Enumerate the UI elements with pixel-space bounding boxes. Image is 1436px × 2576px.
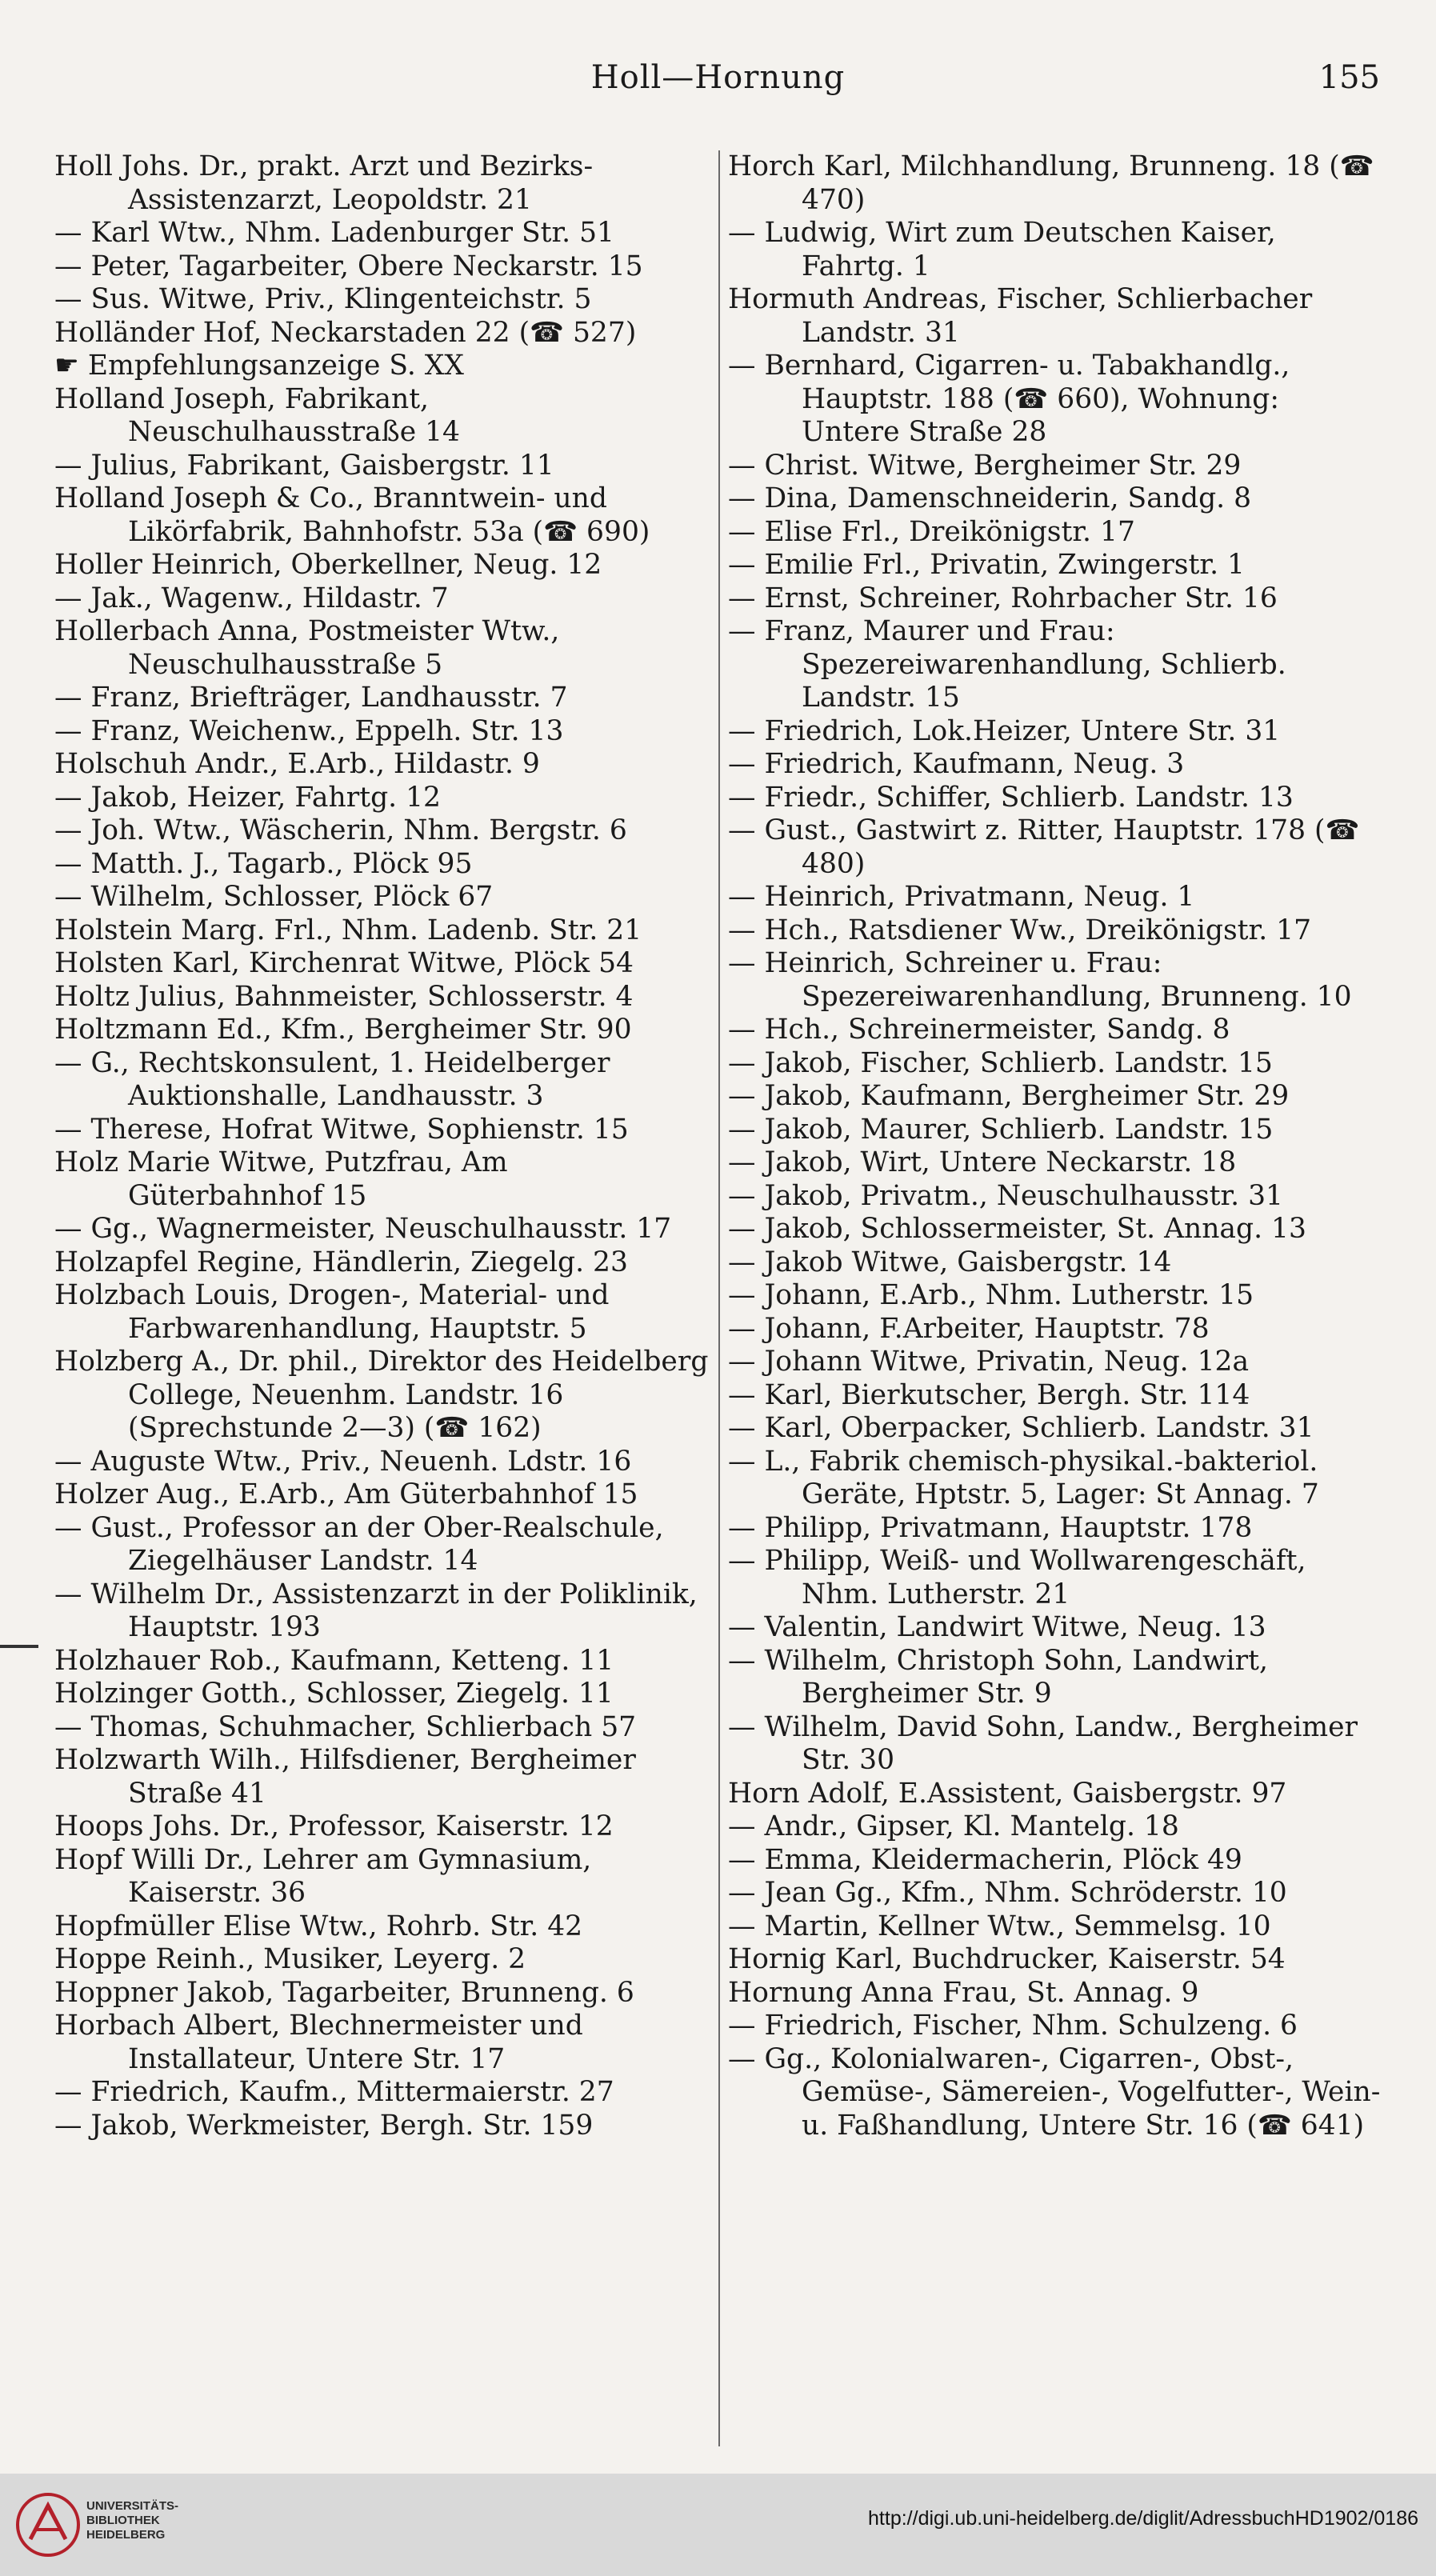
directory-entry: — Ludwig, Wirt zum Deutschen Kaiser, Fahrtg. 1 (728, 217, 1276, 282)
directory-entry: Hornung Anna Frau, St. Annag. 9 (728, 1976, 1199, 2009)
directory-entry: Holtzmann Ed., Kfm., Bergheimer Str. 90 (54, 1014, 632, 1046)
directory-entry: — Karl, Oberpacker, Schlierb. Landstr. 31 (728, 1412, 1314, 1444)
page-number: 155 (1318, 59, 1380, 96)
directory-entry: — Sus. Witwe, Priv., Klingenteichstr. 5 (54, 283, 592, 315)
directory-entry: — Gust., Gastwirt z. Ritter, Hauptstr. 178 (☎ 480) (728, 814, 1360, 880)
directory-entry: Holler Heinrich, Oberkellner, Neug. 12 (54, 549, 602, 581)
directory-entry: Holschuh Andr., E.Arb., Hildastr. 9 (54, 748, 540, 780)
directory-entry: — Friedrich, Kaufmann, Neug. 3 (728, 748, 1185, 780)
directory-entry: — Philipp, Weiß- und Wollwarengeschäft, Nhm. Lutherstr. 21 (728, 1545, 1306, 1610)
directory-entry: — Johann, E.Arb., Nhm. Lutherstr. 15 (728, 1279, 1254, 1311)
directory-entry: — Valentin, Landwirt Witwe, Neug. 13 (728, 1611, 1266, 1643)
margin-mark (0, 1645, 38, 1648)
directory-entry: — Jakob, Schlossermeister, St. Annag. 13 (728, 1213, 1306, 1245)
directory-entry: Holsten Karl, Kirchenrat Witwe, Plöck 54 (54, 947, 634, 979)
directory-entry: Hopfmüller Elise Wtw., Rohrb. Str. 42 (54, 1910, 583, 1942)
directory-entry: — Christ. Witwe, Bergheimer Str. 29 (728, 449, 1242, 482)
directory-entry: — Therese, Hofrat Witwe, Sophienstr. 15 (54, 1113, 629, 1146)
directory-entry: — Gg., Wagnermeister, Neuschulhausstr. 17 (54, 1213, 672, 1245)
footer-bar (0, 2474, 1436, 2576)
directory-entry: — Martin, Kellner Wtw., Semmelsg. 10 (728, 1910, 1271, 1942)
directory-entry: Holl Johs. Dr., prakt. Arzt und Bezirks-Assistenzarzt, Leopoldstr. 21 (54, 150, 594, 216)
directory-entry: — Auguste Wtw., Priv., Neuenh. Ldstr. 16 (54, 1445, 632, 1478)
directory-entry: — Wilhelm Dr., Assistenzarzt in der Poliklinik, Hauptstr. 193 (54, 1578, 698, 1643)
directory-entry: — Hch., Ratsdiener Ww., Dreikönigstr. 17 (728, 914, 1312, 946)
directory-entry: Holzapfel Regine, Händlerin, Ziegelg. 23 (54, 1246, 628, 1278)
directory-entry: Holtz Julius, Bahnmeister, Schlosserstr. 4 (54, 980, 634, 1013)
directory-entry: — Elise Frl., Dreikönigstr. 17 (728, 515, 1135, 548)
directory-entry: — Jak., Wagenw., Hildastr. 7 (54, 582, 449, 614)
running-title: Holl—Hornung (590, 59, 846, 96)
directory-entry: — Karl Wtw., Nhm. Ladenburger Str. 51 (54, 217, 615, 249)
directory-entry: Holstein Marg. Frl., Nhm. Ladenb. Str. 21 (54, 914, 642, 946)
directory-entry: — Dina, Damenschneiderin, Sandg. 8 (728, 482, 1252, 514)
directory-entry: — Thomas, Schuhmacher, Schlierbach 57 (54, 1710, 637, 1743)
directory-entry: — Wilhelm, David Sohn, Landw., Bergheimer Str. 30 (728, 1710, 1358, 1776)
directory-entry: — Jakob, Kaufmann, Bergheimer Str. 29 (728, 1080, 1290, 1112)
left-column (54, 150, 709, 2502)
directory-entry: — L., Fabrik chemisch-physikal.-bakteriol. Geräte, Hptstr. 5, Lager: St Annag. 7 (728, 1445, 1319, 1510)
directory-entry: — Wilhelm, Schlosser, Plöck 67 (54, 881, 494, 913)
directory-entry: — Franz, Maurer und Frau: Spezereiwarenhandlung, Schlierb. Landstr. 15 (728, 615, 1286, 714)
page-header (56, 50, 1380, 114)
directory-entry: — Johann, F.Arbeiter, Hauptstr. 78 (728, 1312, 1210, 1345)
directory-entry: — Gust., Professor an der Ober-Realschule, Ziegelhäuser Landstr. 14 (54, 1511, 664, 1577)
library-name-line: BIBLIOTHEK (86, 2514, 160, 2527)
directory-entry: — Friedrich, Kaufm., Mittermaierstr. 27 (54, 2076, 614, 2108)
directory-entry: Holland Joseph & Co., Branntwein- und Likörfabrik, Bahnhofstr. 53a (☎ 690) (54, 482, 650, 548)
directory-entry: Holzhauer Rob., Kaufmann, Ketteng. 11 (54, 1644, 614, 1677)
directory-entry: — Franz, Briefträger, Landhausstr. 7 (54, 682, 568, 714)
directory-entry: — Jakob, Werkmeister, Bergh. Str. 159 (54, 2109, 594, 2142)
directory-entry: — Peter, Tagarbeiter, Obere Neckarstr. 15 (54, 250, 643, 282)
directory-entry: — Karl, Bierkutscher, Bergh. Str. 114 (728, 1378, 1250, 1411)
library-name-line: HEIDELBERG (86, 2528, 166, 2542)
directory-entry: Hollerbach Anna, Postmeister Wtw., Neuschulhausstraße 5 (54, 615, 560, 681)
directory-entry: — Jakob, Wirt, Untere Neckarstr. 18 (728, 1146, 1237, 1178)
directory-entry: — Gg., Kolonialwaren-, Cigarren-, Obst-, Gemüse-, Sämereien-, Vogelfutter-, Wein- u. Faßhandlung, Untere Str. 16 (☎ 641) (728, 2042, 1381, 2142)
directory-entry: — Wilhelm, Christoph Sohn, Landwirt, Bergheimer Str. 9 (728, 1644, 1268, 1710)
directory-entry: Holz Marie Witwe, Putzfrau, Am Güterbahnhof 15 (54, 1146, 508, 1212)
directory-entry: — Friedrich, Fischer, Nhm. Schulzeng. 6 (728, 2010, 1298, 2042)
directory-entry: Holzbach Louis, Drogen-, Material- und Farbwarenhandlung, Hauptstr. 5 (54, 1279, 610, 1345)
directory-entry: Holzwarth Wilh., Hilfsdiener, Bergheimer Straße 41 (54, 1744, 636, 1810)
directory-entry: Hornig Karl, Buchdrucker, Kaiserstr. 54 (728, 1943, 1286, 1975)
directory-entry: — Heinrich, Privatmann, Neug. 1 (728, 881, 1195, 913)
directory-entry: — Jakob, Fischer, Schlierb. Landstr. 15 (728, 1046, 1273, 1079)
directory-entry: — Philipp, Privatmann, Hauptstr. 178 (728, 1511, 1253, 1544)
directory-entry: — Jakob, Heizer, Fahrtg. 12 (54, 781, 441, 814)
directory-entry: — Franz, Weichenw., Eppelh. Str. 13 (54, 714, 564, 747)
directory-entry: Hoppe Reinh., Musiker, Leyerg. 2 (54, 1943, 526, 1975)
column-divider (718, 150, 720, 2446)
directory-columns (54, 150, 1382, 2502)
directory-entry: — Matth. J., Tagarb., Plöck 95 (54, 847, 473, 880)
directory-entry: — Hch., Schreinermeister, Sandg. 8 (728, 1014, 1230, 1046)
source-url-link[interactable]: http://digi.ub.uni-heidelberg.de/diglit/AdressbuchHD1902/0186 (868, 2507, 1418, 2530)
right-column (728, 150, 1382, 2502)
directory-entry: ☛ Empfehlungsanzeige S. XX (54, 350, 464, 382)
university-library-logo-icon (14, 2491, 82, 2558)
directory-entry: Holländer Hof, Neckarstaden 22 (☎ 527) (54, 316, 637, 349)
directory-entry: — Emilie Frl., Privatin, Zwingerstr. 1 (728, 549, 1245, 581)
directory-entry: — Friedrich, Lok.Heizer, Untere Str. 31 (728, 714, 1281, 747)
directory-entry: Hormuth Andreas, Fischer, Schlierbacher Landstr. 31 (728, 283, 1313, 349)
directory-entry: — Emma, Kleidermacherin, Plöck 49 (728, 1843, 1242, 1876)
directory-entry: — Jakob Witwe, Gaisbergstr. 14 (728, 1246, 1172, 1278)
library-name (86, 2499, 246, 2542)
directory-entry: Horch Karl, Milchhandlung, Brunneng. 18 (☎ 470) (728, 150, 1374, 216)
directory-entry: — G., Rechtskonsulent, 1. Heidelberger Auktionshalle, Landhausstr. 3 (54, 1046, 610, 1112)
directory-entry: — Heinrich, Schreiner u. Frau: Spezereiwarenhandlung, Brunneng. 10 (728, 947, 1352, 1013)
library-name-line: UNIVERSITÄTS- (86, 2499, 179, 2513)
directory-entry: — Andr., Gipser, Kl. Mantelg. 18 (728, 1810, 1179, 1842)
directory-entry: Holzinger Gotth., Schlosser, Ziegelg. 11 (54, 1678, 614, 1710)
directory-entry: Holzberg A., Dr. phil., Direktor des Heidelberg College, Neuenhm. Landstr. 16 (Sprechstunde 2—3) (☎ 162) (54, 1346, 709, 1444)
directory-entry: — Johann Witwe, Privatin, Neug. 12a (728, 1346, 1250, 1378)
directory-entry: — Bernhard, Cigarren- u. Tabakhandlg., Hauptstr. 188 (☎ 660), Wohnung: Untere Straße 28 (728, 350, 1290, 448)
directory-entry: Hoppner Jakob, Tagarbeiter, Brunneng. 6 (54, 1976, 634, 2009)
directory-entry: Holzer Aug., E.Arb., Am Güterbahnhof 15 (54, 1478, 638, 1510)
directory-entry: — Friedr., Schiffer, Schlierb. Landstr. 13 (728, 781, 1294, 814)
directory-entry: — Jean Gg., Kfm., Nhm. Schröderstr. 10 (728, 1877, 1287, 1909)
directory-entry: — Julius, Fabrikant, Gaisbergstr. 11 (54, 449, 554, 482)
directory-entry: Hoops Johs. Dr., Professor, Kaiserstr. 12 (54, 1810, 614, 1842)
directory-entry: Horn Adolf, E.Assistent, Gaisbergstr. 97 (728, 1777, 1287, 1810)
directory-entry: Horbach Albert, Blechnermeister und Installateur, Untere Str. 17 (54, 2010, 583, 2075)
directory-entry: — Joh. Wtw., Wäscherin, Nhm. Bergstr. 6 (54, 814, 627, 846)
directory-entry: — Jakob, Maurer, Schlierb. Landstr. 15 (728, 1113, 1274, 1146)
directory-entry: Holland Joseph, Fabrikant, Neuschulhausstraße 14 (54, 382, 460, 448)
directory-entry: — Jakob, Privatm., Neuschulhausstr. 31 (728, 1179, 1283, 1212)
directory-entry: — Ernst, Schreiner, Rohrbacher Str. 16 (728, 582, 1278, 614)
directory-entry: Hopf Willi Dr., Lehrer am Gymnasium, Kaiserstr. 36 (54, 1843, 592, 1909)
